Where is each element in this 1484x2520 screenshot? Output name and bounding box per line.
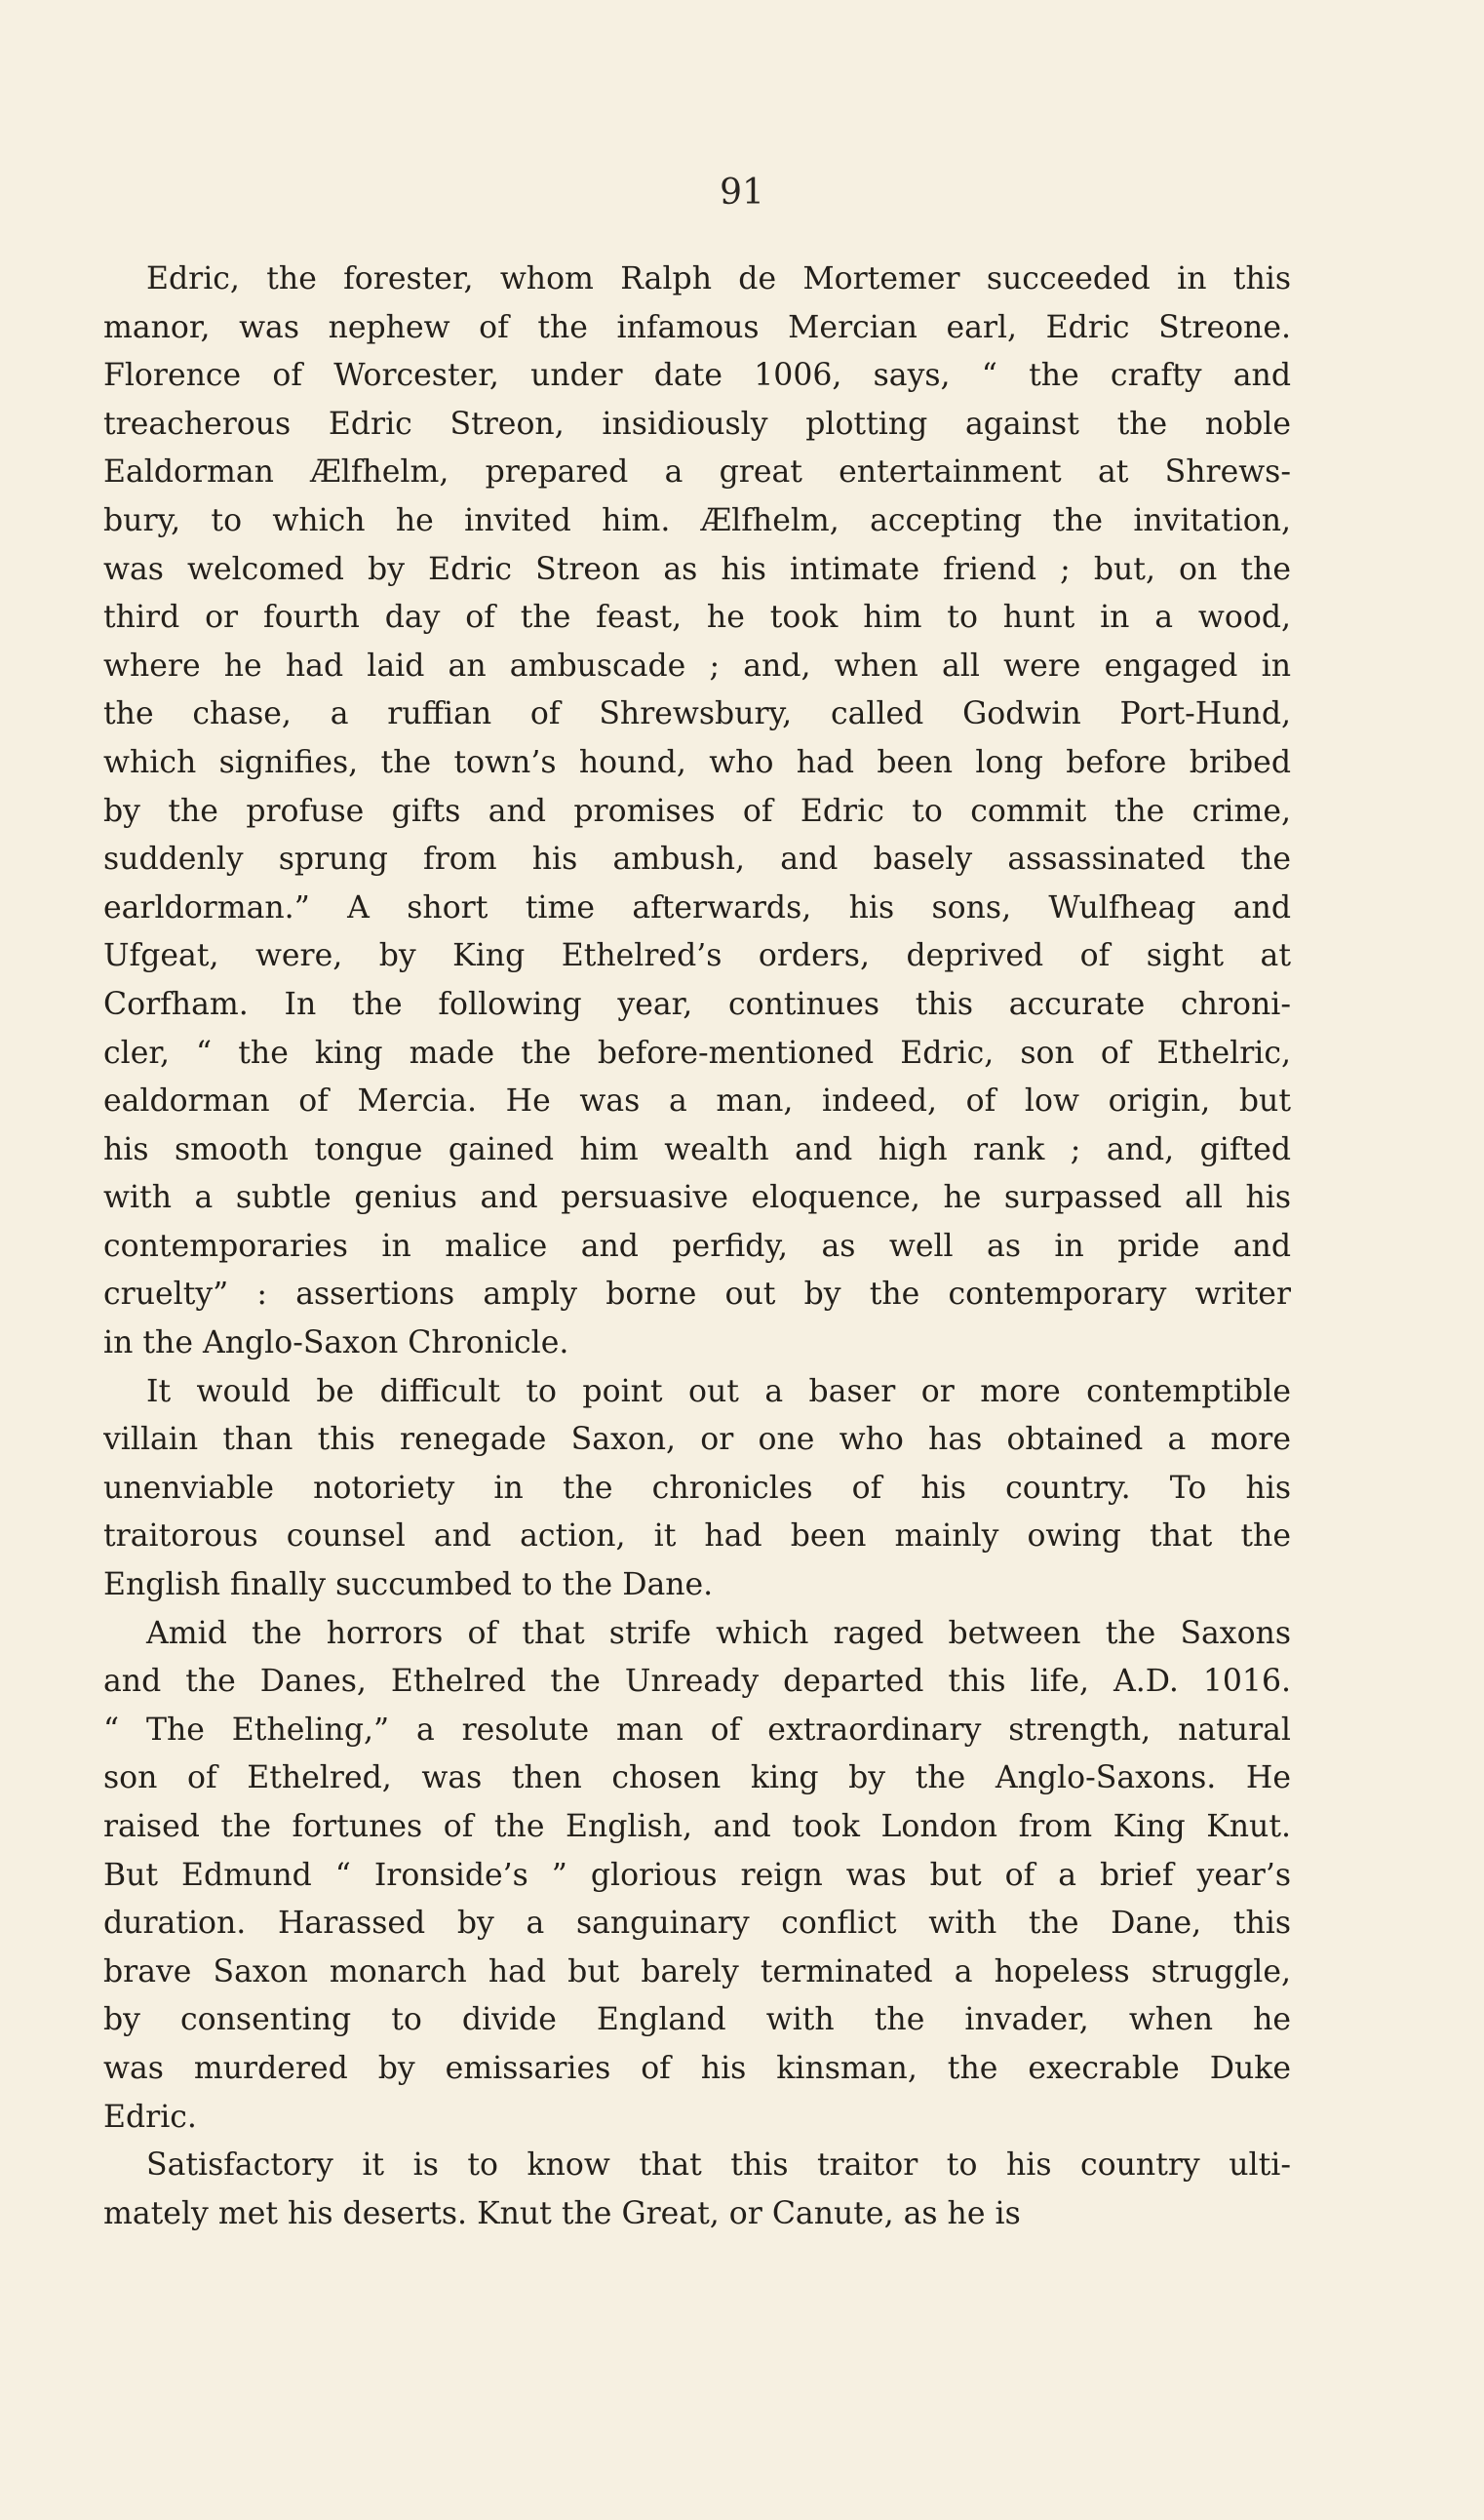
text-line: by the profuse gifts and promises of Edric to commit the crime, [103, 793, 1291, 829]
text-line: earldorman.” A short time afterwards, his sons, Wulfheag and [103, 889, 1291, 925]
text-line: Edric. [103, 2099, 197, 2135]
text-line: mately met his deserts. Knut the Great, or Canute, as he is [103, 2195, 1021, 2231]
text-line: was murdered by emissaries of his kinsman, the execrable Duke [103, 2050, 1291, 2086]
text-line: and the Danes, Ethelred the Unready departed this life, A.D. 1016. [103, 1664, 1291, 1700]
text-line: the chase, a ruffian of Shrewsbury, called Godwin Port-Hund, [103, 696, 1291, 732]
text-line: Ufgeat, were, by King Ethelred’s orders, deprived of sight at [103, 938, 1291, 974]
text-line: Corfham. In the following year, continues this accurate chroni- [103, 986, 1291, 1022]
text-line: manor, was nephew of the infamous Mercian earl, Edric Streone. [103, 309, 1291, 345]
text-line: cruelty” : assertions amply borne out by the contemporary writer [103, 1277, 1291, 1313]
text-line: Amid the horrors of that strife which raged between the Saxons [146, 1615, 1291, 1651]
paragraph [103, 1610, 1291, 2143]
text-line: which signifies, the town’s hound, who had been long before bribed [103, 744, 1291, 780]
text-line: cler, “ the king made the before-mentioned Edric, son of Ethelric, [103, 1035, 1291, 1071]
text-line: ealdorman of Mercia. He was a man, indeed, of low origin, but [103, 1083, 1291, 1120]
body-text [103, 256, 1291, 2238]
text-line: by consenting to divide England with the invader, when he [103, 2002, 1291, 2038]
text-line: contemporaries in malice and perfidy, as well as in pride and [103, 1228, 1291, 1264]
paragraph [103, 2142, 1291, 2238]
text-line: in the Anglo-Saxon Chronicle. [103, 1325, 569, 1361]
text-line: English finally succumbed to the Dane. [103, 1567, 714, 1603]
text-line: Ealdorman Ælfhelm, prepared a great entertainment at Shrews- [103, 454, 1291, 491]
text-line: “ The Etheling,” a resolute man of extraordinary strength, natural [103, 1712, 1291, 1748]
text-line: Edric, the forester, whom Ralph de Mortemer succeeded in this [146, 261, 1291, 296]
text-line: duration. Harassed by a sanguinary conflict with the Dane, this [103, 1906, 1291, 1942]
text-line: traitorous counsel and action, it had been mainly owing that the [103, 1518, 1291, 1555]
text-line: son of Ethelred, was then chosen king by the Anglo-Saxons. He [103, 1760, 1291, 1796]
text-line: bury, to which he invited him. Ælfhelm, accepting the invitation, [103, 502, 1291, 538]
text-line: But Edmund “ Ironside’s ” glorious reign was but of a brief year’s [103, 1857, 1291, 1893]
text-line: Florence of Worcester, under date 1006, says, “ the crafty and [103, 358, 1291, 394]
text-line: suddenly sprung from his ambush, and basely assassinated the [103, 842, 1291, 878]
page-number: 91 [720, 173, 764, 213]
text-line: raised the fortunes of the English, and took London from King Knut. [103, 1809, 1291, 1844]
paragraph [103, 256, 1291, 1368]
text-line: was welcomed by Edric Streon as his intimate friend ; but, on the [103, 551, 1291, 587]
text-line: with a subtle genius and persuasive eloquence, he surpassed all his [103, 1180, 1291, 1216]
text-line: unenviable notoriety in the chronicles of his country. To his [103, 1470, 1291, 1506]
text-line: Satisfactory it is to know that this traitor to his country ulti- [146, 2147, 1291, 2184]
text-line: third or fourth day of the feast, he took him to hunt in a wood, [103, 600, 1291, 636]
text-line: treacherous Edric Streon, insidiously plotting against the noble [103, 406, 1291, 442]
text-line: brave Saxon monarch had but barely terminated a hopeless struggle, [103, 1953, 1291, 1989]
text-line: where he had laid an ambuscade ; and, when all were engaged in [103, 648, 1291, 684]
text-line: It would be difficult to point out a baser or more contemptible [146, 1373, 1291, 1409]
text-line: his smooth tongue gained him wealth and high rank ; and, gifted [103, 1131, 1291, 1167]
text-line: villain than this renegade Saxon, or one who has obtained a more [103, 1422, 1291, 1458]
paragraph [103, 1368, 1291, 1610]
